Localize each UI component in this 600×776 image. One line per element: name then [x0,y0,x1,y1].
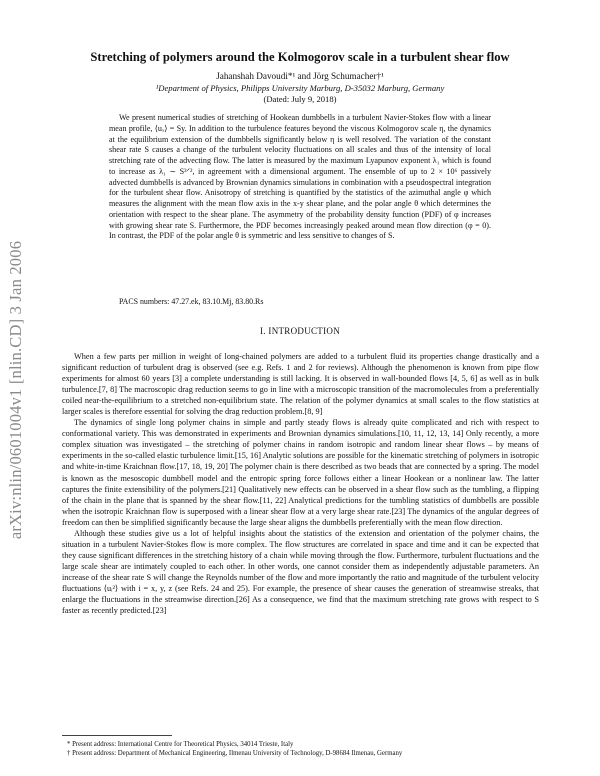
affiliation: ¹Department of Physics, Philipps University Marburg, D-35032 Marburg, Germany [155,83,445,93]
arxiv-identifier-text: arXiv:nlin/0601004v1 [nlin.CD] 3 Jan 2006 [6,240,25,540]
paragraph: The dynamics of single long polymer chains in simple and partly steady flows is already quite complicated and rich with respect to conformational variety. This was demonstrated in experiments and Brownian dynamics simulations.[10, 11, 12, 13, 14] Only recently, a more complex situation was investigated – the stretching of polymer chains in random isotropic and random linear shear flows – by means of experiments in the so-called elastic turbulence limit.[15, 16] Analytic solutions are possible for the kinematic stretching of polymers in isotropic and white-in-time Kraichnan flow.[17, 18, 19, 20] The polymer chain is there described as two beads that are connected by a spring. The model is known as the mesoscopic dumbbell model and the entropic spring force follows either a linear Hookean or a nonlinear law. The latter captures the finite extensibility of the polymers.[21] Qualitatively new effects can be observed in a shear flow such as the tumbling, a flipping of the chain in the plane that is spanned by the shear flow.[11, 22] Analytical predictions for the tumbling statistics of dumbbells are possible when the isotropic Kraichnan flow is superposed with a linear shear flow at a very large shear rate.[23] The dynamics of the angular degrees of freedom can then be simplified significantly because the large shear aligns the dumbbells preferentially with the mean flow direction. [62,418,539,527]
abstract [109,113,491,242]
abstract-text: We present numerical studies of stretching of Hookean dumbbells in a turbulent Navier-Stokes flow with a linear mean profile, ⟨uₓ⟩ = Sy. In addition to the turbulence features beyond the viscous Kolmogorov scale η, the dynamics at the equilibrium extension of the dumbbells significantly below η is well resolved. The variation of the constant shear rate S causes a change of the turbulent velocity fluctuations on all scales and thus of the intensity of local stretching rate of the advecting flow. The latter is measured by the maximum Lyapunov exponent λ₁ which is found to increase as λ₁ ∼ S³ᐟ², in agreement with a dimensional argument. The ensemble of up to 2 × 10⁶ passively advected dumbbells is advanced by Brownian dynamics simulations in combination with a pseudospectral integration for the turbulent shear flow. Anisotropy of stretching is quantified by the statistics of the azimuthal angle φ which measures the alignment with the mean flow axis in the x-y shear plane, and the polar angle θ which determines the orientation with respect to the shear plane. The asymmetry of the probability density function (PDF) of φ increases with growing shear rate S. Furthermore, the PDF becomes increasingly peaked around mean flow direction (φ = 0). In contrast, the PDF of the polar angle θ is symmetric and less sensitive to changes of S. [109,113,491,241]
paragraph: When a few parts per million in weight of long-chained polymers are added to a turbulent fluid its properties change drastically and a significant reduction of turbulent drag is observed (see e.g. Refs. 1 and 2 for reviews). Although the phenomenon is known from pipe flow experiments for almost 60 years [3] a complete understanding is still lacking. It is observed in wall-bounded flows [4, 5, 6] as well as in bulk turbulence.[7, 8] The macroscopic drag reduction seems to go in line with a microscopic transition of the macromolecules from a preferentially coiled near-the-equilibrium to a stretched non-equilibrium state. The relation of the polymer dynamics at small scales to the flow statistics at larger scales is therefore essential for solving the drag reduction problem.[8, 9] [62,352,539,417]
pacs-numbers: PACS numbers: 47.27.ek, 83.10.Mj, 83.80.Rs [119,297,264,306]
paragraph: Although these studies give us a lot of helpful insights about the statistics of the extension and orientation of the polymer chains, the situation in a turbulent Navier-Stokes flow is more complex. The flow structures are correlated in space and time and it can be expected that they cause significant differences in the stretching history of a chain while moving through the flow. Furthermore, turbulent fluctuations and the large scale shear are intimately coupled to each other. In other words, one cannot consider them as independently adjustable parameters. An increase of the shear rate S will change the Reynolds number of the flow and more importantly the ratio and magnitude of the turbulent velocity fluctuations ⟨uᵢ²⟩ with i = x, y, z (see Refs. 24 and 25). For example, the presence of shear causes the generation of streamwise streaks, that enlarge the fluctuations in the streamwise direction.[26] As a consequence, we find that the maximum stretching rate grows with respect to S faster as recently predicted.[23] [62,528,539,616]
section-heading: I. INTRODUCTION [260,326,340,336]
paper-title: Stretching of polymers around the Kolmogorov scale in a turbulent shear flow [90,50,510,64]
footnotes [62,740,539,758]
arxiv-identifier [2,185,30,595]
date-line: (Dated: July 9, 2018) [263,94,337,104]
footnote: * Present address: International Centre for Theoretical Physics, 34014 Trieste, Italy [67,741,294,748]
footnote-rule [62,735,172,736]
body-text [62,351,539,616]
author-list: Jahanshah Davoudi*¹ and Jörg Schumacher†¹ [216,71,384,81]
footnote: † Present address: Department of Mechanical Engineering, Ilmenau University of Technology, D-98684 Ilmenau, Germany [67,750,403,757]
